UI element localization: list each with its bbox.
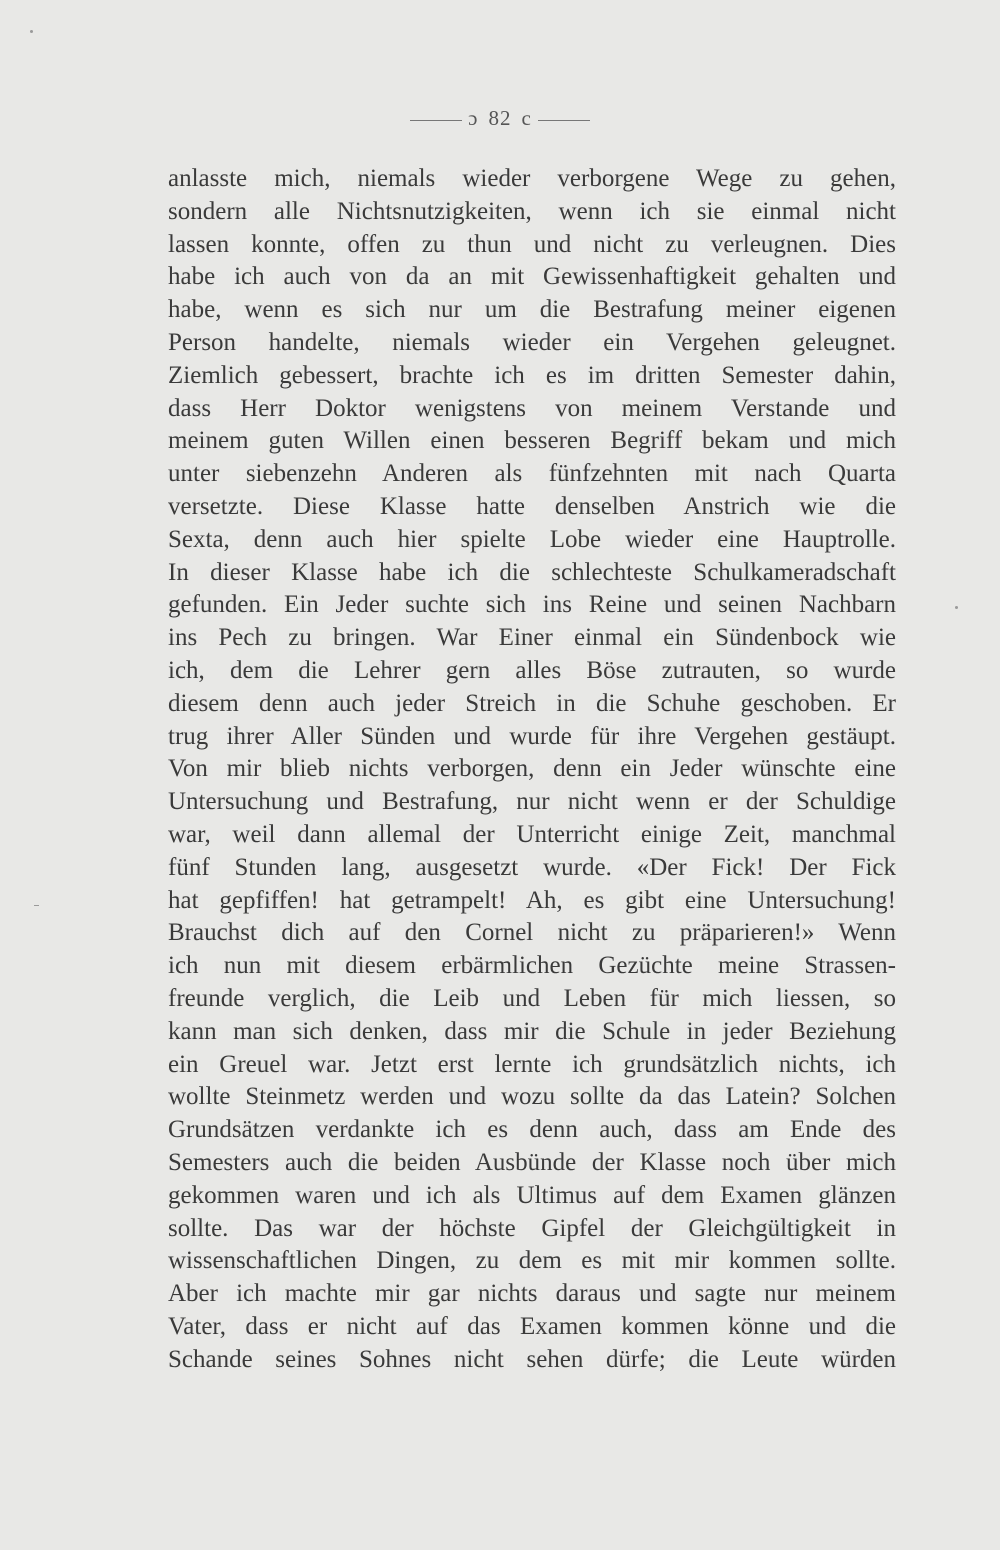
text-line: Schande seines Sohnes nicht sehen dürfe; die Leute würden: [168, 1345, 896, 1373]
text-line: meinem guten Willen einen besseren Begriff bekam und mich: [168, 427, 896, 455]
paper-speck: [955, 606, 958, 609]
text-line: diesem denn auch jeder Streich in die Schuhe geschoben. Er: [168, 689, 896, 717]
paper-speck: [34, 905, 39, 906]
body-text: [168, 163, 896, 1376]
text-line: Von mir blieb nichts verborgen, denn ein Jeder wünschte eine: [168, 755, 896, 783]
text-line: habe, wenn es sich nur um die Bestrafung meiner eigenen: [168, 296, 896, 324]
text-line: hat gepfiffen! hat getrampelt! Ah, es gibt eine Untersuchung!: [168, 886, 896, 914]
text-line: gefunden. Ein Jeder suchte sich ins Reine und seinen Nachbarn: [168, 591, 896, 619]
text-line: Brauchst dich auf den Cornel nicht zu präparieren!» Wenn: [168, 919, 896, 947]
text-line: kann man sich denken, dass mir die Schule in jeder Beziehung: [168, 1017, 896, 1045]
text-line: trug ihrer Aller Sünden und wurde für ihre Vergehen gestäupt.: [168, 722, 896, 750]
text-line: Untersuchung und Bestrafung, nur nicht wenn er der Schuldige: [168, 788, 896, 816]
text-line: gekommen waren und ich als Ultimus auf dem Examen glänzen: [168, 1181, 896, 1209]
page-number: 82: [488, 106, 512, 130]
header-left-rule: [410, 120, 462, 121]
text-line: Aber ich machte mir gar nichts daraus und sagte nur meinem: [168, 1280, 896, 1308]
header-left-ornament: ɔ: [468, 106, 479, 130]
text-line: ins Pech zu bringen. War Einer einmal ein Sündenbock wie: [168, 624, 896, 652]
text-line: sondern alle Nichtsnutzigkeiten, wenn ich sie einmal nicht: [168, 197, 896, 225]
text-line: wollte Steinmetz werden und wozu sollte da das Latein? Solchen: [168, 1083, 896, 1111]
paper-speck: [30, 30, 33, 33]
text-line: dass Herr Doktor wenigstens von meinem Verstande und: [168, 394, 896, 422]
text-line: Vater, dass er nicht auf das Examen kommen könne und die: [168, 1312, 896, 1340]
header-right-rule: [538, 120, 590, 121]
text-line: lassen konnte, offen zu thun und nicht zu verleugnen. Dies: [168, 230, 896, 258]
text-line: sollte. Das war der höchste Gipfel der Gleichgültigkeit in: [168, 1214, 896, 1242]
text-line: unter siebenzehn Anderen als fünfzehnten mit nach Quarta: [168, 460, 896, 488]
text-line: In dieser Klasse habe ich die schlechteste Schulkameradschaft: [168, 558, 896, 586]
text-line: ein Greuel war. Jetzt erst lernte ich grundsätzlich nichts, ich: [168, 1050, 896, 1078]
text-line: freunde verglich, die Leib und Leben für mich liessen, so: [168, 984, 896, 1012]
text-line: ich, dem die Lehrer gern alles Böse zutrauten, so wurde: [168, 656, 896, 684]
text-line: Semesters auch die beiden Ausbünde der Klasse noch über mich: [168, 1148, 896, 1176]
text-line: fünf Stunden lang, ausgesetzt wurde. «Der Fick! Der Fick: [168, 853, 896, 881]
page-header: [0, 106, 1000, 131]
text-line: wissenschaftlichen Dingen, zu dem es mit mir kommen sollte.: [168, 1247, 896, 1275]
text-line: Ziemlich gebessert, brachte ich es im dritten Semester dahin,: [168, 361, 896, 389]
text-line: anlasste mich, niemals wieder verborgene Wege zu gehen,: [168, 165, 896, 192]
header-right-ornament: c: [521, 106, 532, 130]
text-line: ich nun mit diesem erbärmlichen Gezüchte meine Strassen-: [168, 952, 896, 980]
text-line: Person handelte, niemals wieder ein Vergehen geleugnet.: [168, 328, 896, 356]
text-line: versetzte. Diese Klasse hatte denselben Anstrich wie die: [168, 492, 896, 520]
text-line: Sexta, denn auch hier spielte Lobe wieder eine Hauptrolle.: [168, 525, 896, 553]
text-line: habe ich auch von da an mit Gewissenhaftigkeit gehalten und: [168, 263, 896, 291]
text-line: Grundsätzen verdankte ich es denn auch, dass am Ende des: [168, 1116, 896, 1144]
text-line: war, weil dann allemal der Unterricht einige Zeit, manchmal: [168, 820, 896, 848]
